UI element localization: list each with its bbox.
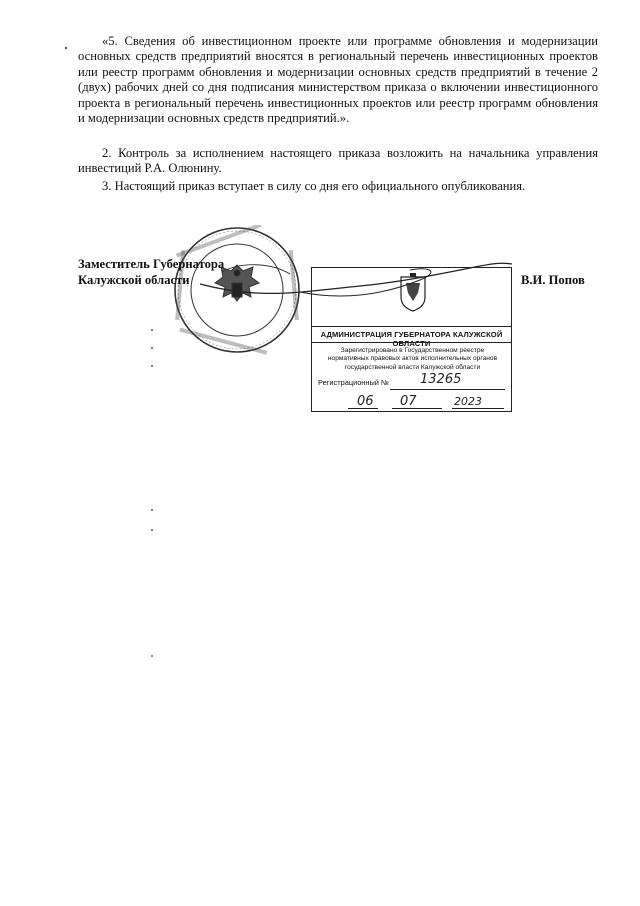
registration-stamp bbox=[311, 267, 512, 412]
handwritten-date-month: 07 bbox=[400, 394, 417, 409]
paragraph-item-3: 3. Настоящий приказ вступает в силу со дня его официального опубликования. bbox=[102, 179, 526, 193]
paragraph-item-5: «5. Сведения об инвестиционном проекте или программе обновления и модернизации основных средств предприятий вносятся в региональный перечень инвестиционных проектов или реестр программ обновления и модернизации основных средств предприятий в течение 2 (двух) рабочих дней со дня подписания министерством приказа о включении инвестиционного проекта в региональный перечень инвестиционных проектов или реестр программ обновления и модернизации основных средств предприятий.». bbox=[78, 34, 598, 126]
handwritten-reg-number: 13265 bbox=[420, 372, 462, 387]
handwritten-date-day: 06 bbox=[357, 394, 374, 409]
signatory-position-line2: Калужской области bbox=[78, 273, 190, 287]
stamp-description: Зарегистрировано в Государственном реестре нормативных правовых актов исполнительных органов государственной власти Калужской области bbox=[327, 347, 498, 371]
signatory-position-line1: Заместитель Губернатора bbox=[78, 257, 225, 271]
paragraph-item-2: 2. Контроль за исполнением настоящего приказа возложить на начальника управления инвестиций Р.А. Олюнину. bbox=[78, 146, 598, 176]
handwritten-date-year: 2023 bbox=[454, 395, 482, 408]
coat-of-arms-icon bbox=[398, 273, 428, 313]
stamp-title: АДМИНИСТРАЦИЯ ГУБЕРНАТОРА КАЛУЖСКОЙ ОБЛАСТИ bbox=[320, 330, 503, 348]
stamp-registration-label: Регистрационный № bbox=[318, 378, 389, 387]
signatory-name: В.И. Попов bbox=[521, 273, 585, 287]
official-seal-icon bbox=[172, 225, 302, 355]
